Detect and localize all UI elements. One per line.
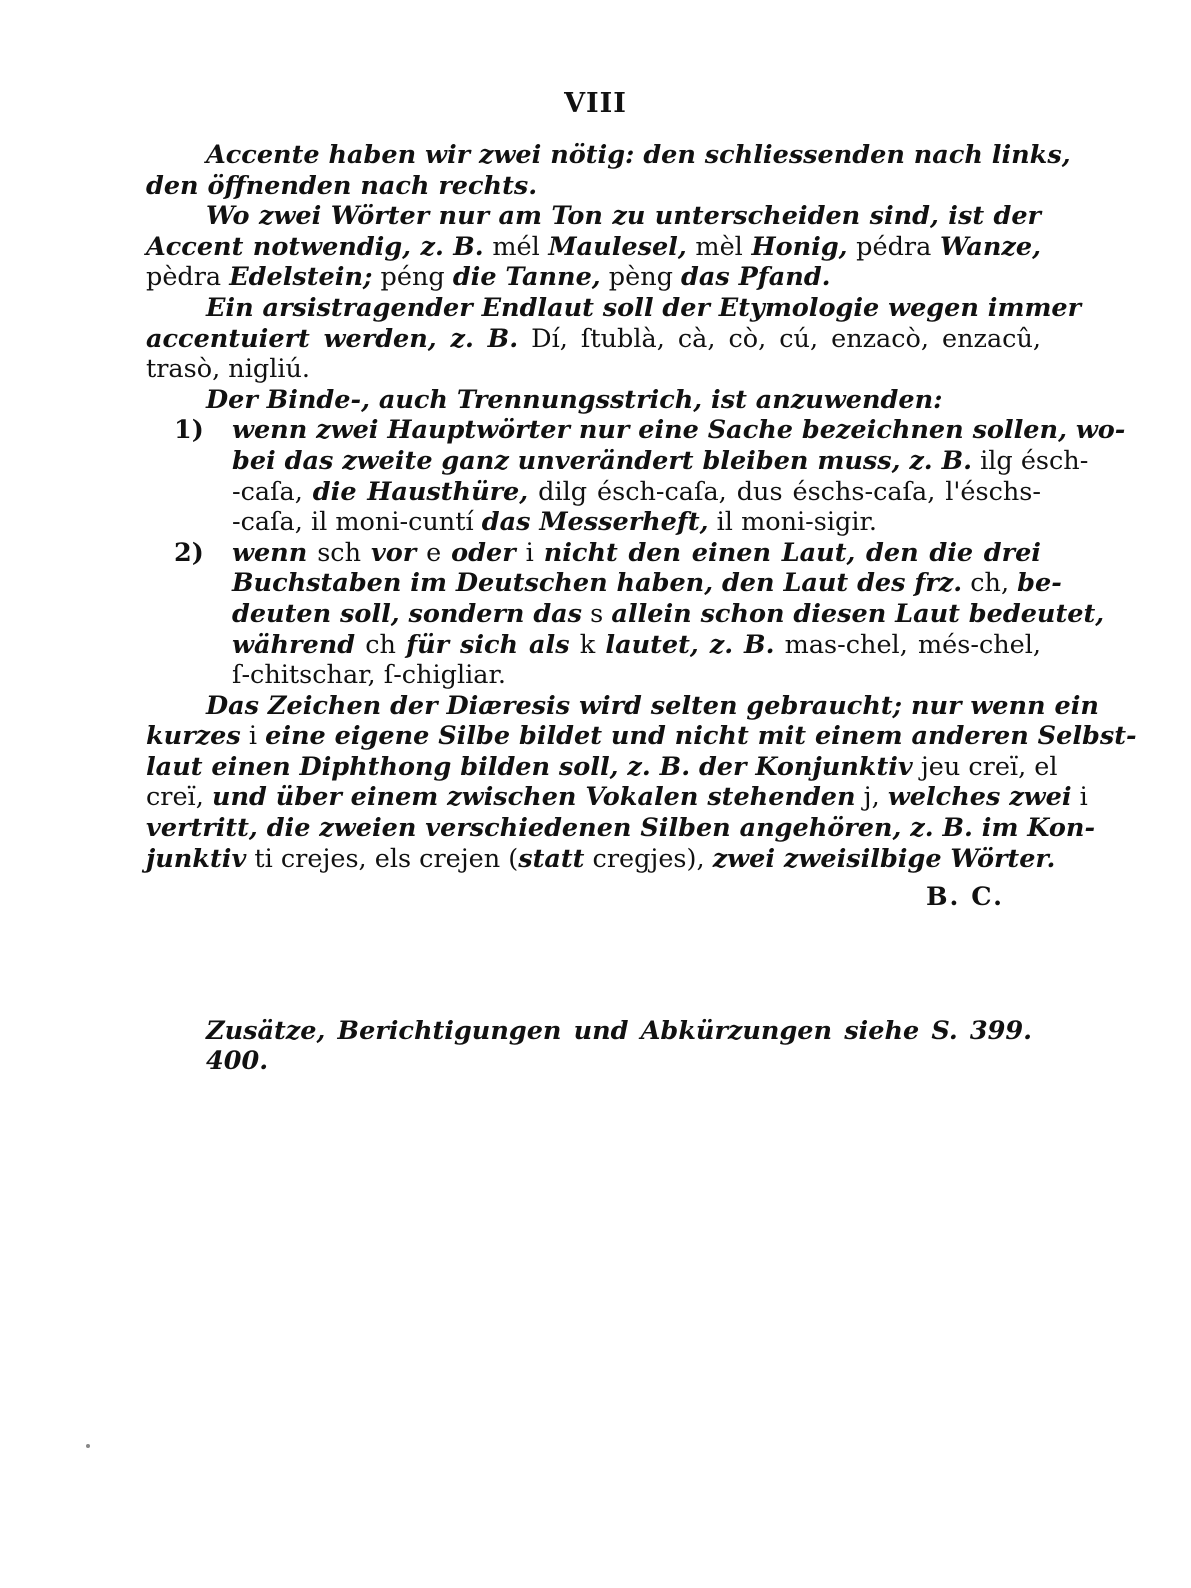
text-span: laut einen Diphthong bilden soll, z. B. der Konjunktiv xyxy=(146,751,913,782)
text-span: bei das zweite ganz unverändert bleiben muss, z. B. xyxy=(232,445,972,476)
text-span: mél xyxy=(483,231,549,262)
text-span: pèng xyxy=(600,262,682,293)
text-span: Dí, ſtublà, cà, cò, cú, enzacò, enzacû, xyxy=(518,323,1041,354)
list-marker: 2) xyxy=(174,537,204,568)
text-span: die Tanne, xyxy=(452,262,601,293)
paragraph-3-line-3: trasò, nigliú. xyxy=(146,354,311,385)
paragraph-4-line-1: Der Binde-, auch Trennungsstrich, ist anzuwenden: xyxy=(206,384,943,415)
paragraph-3-line-2 xyxy=(146,324,1041,355)
text-span: vor xyxy=(370,537,417,568)
text-span: eine eigene Silbe bildet und nicht mit einem anderen Selbst- xyxy=(265,721,1137,752)
paragraph-5-line-2 xyxy=(146,721,1137,752)
paragraph-5-line-5: vertritt, die zweien verschiedenen Silben angehören, z. B. im Kon- xyxy=(146,813,1096,844)
text-span: die Hausthüre, xyxy=(312,476,529,507)
text-span: -caſa, xyxy=(232,476,313,507)
list-item-2-line-1 xyxy=(146,538,1041,569)
text-span: ilg ésch- xyxy=(972,445,1089,476)
list-item-1-line-4 xyxy=(146,507,1041,538)
text-span: allein schon diesen Laut bedeutet, xyxy=(611,598,1105,629)
text-span: ch xyxy=(355,629,407,660)
list-marker: 1) xyxy=(174,415,204,446)
list-item-2-line-5: ſ-chitschar, ſ-chigliar. xyxy=(232,660,507,691)
text-span: creï, xyxy=(146,782,212,813)
text-span: Edelstein; xyxy=(229,262,373,293)
text-span: für sich als xyxy=(406,629,570,660)
list-item-1-line-2 xyxy=(146,445,1089,477)
text-span: Maulesel, xyxy=(548,231,687,262)
text-span: e xyxy=(416,537,452,568)
text-span: be- xyxy=(1017,568,1062,599)
list-item-2-line-3 xyxy=(146,598,1105,630)
paragraph-5-line-3 xyxy=(146,751,1058,783)
text-span: kurzes xyxy=(146,721,241,752)
text-span: accentuiert werden, z. B. xyxy=(146,323,519,354)
text-span: wenn xyxy=(232,537,308,568)
paragraph-2-line-3 xyxy=(146,262,1041,293)
body-text xyxy=(146,140,1137,874)
paragraph-3-line-1: Ein arsistragender Endlaut soll der Etymologie wegen immer xyxy=(206,292,1082,323)
text-span: Buchstaben im Deutschen haben, den Laut des frz. xyxy=(232,568,963,599)
text-span: ch, xyxy=(962,568,1018,599)
text-span: welches zwei xyxy=(887,782,1072,813)
text-span: cregjes), xyxy=(584,843,713,874)
text-span: Honig, xyxy=(751,231,848,262)
text-span: j, xyxy=(855,782,888,813)
text-span: oder xyxy=(451,537,516,568)
list-item-1-line-1 xyxy=(146,415,1126,446)
paragraph-1-line-1: Accente haben wir zwei nötig: den schliessenden nach links, xyxy=(206,140,1071,170)
paragraph-5-line-1: Das Zeichen der Diæresis wird selten gebraucht; nur wenn ein xyxy=(206,690,1099,721)
text-span: pèdra xyxy=(146,262,230,293)
paragraph-2-line-2 xyxy=(146,232,1041,263)
text-span: zwei zweisilbige Wörter. xyxy=(712,843,1056,874)
text-span: das Messerheft, xyxy=(481,507,709,538)
text-span: i xyxy=(240,721,266,752)
page-number: VIII xyxy=(564,88,627,119)
text-span: il moni-sigir. xyxy=(708,507,878,538)
text-span: statt xyxy=(518,843,585,874)
text-span: lautet, z. B. xyxy=(605,629,775,660)
text-span: wenn zwei Hauptwörter nur eine Sache bezeichnen sollen, wo- xyxy=(232,415,1126,446)
text-span: ti crejes, els crejen ( xyxy=(246,843,519,874)
paragraph-2-line-1: Wo zwei Wörter nur am Ton zu unterscheiden sind, ist der xyxy=(206,201,1041,232)
text-span: jeu creï, el xyxy=(912,751,1058,782)
text-span: Wanze, xyxy=(939,231,1042,262)
addenda-note: Zusätze, Berichtigungen und Abkürzungen siehe S. 399. 400. xyxy=(206,1016,1032,1076)
text-span: junktiv xyxy=(146,843,247,874)
list-item-2-line-4 xyxy=(146,630,1041,661)
paragraph-1-line-2: den öffnenden nach rechts. xyxy=(146,170,538,201)
text-span: sch xyxy=(307,537,371,568)
text-span: und über einem zwischen Vokalen stehenden xyxy=(211,782,856,813)
text-span: nicht den einen Laut, den die drei xyxy=(543,537,1041,568)
text-span: mèl xyxy=(686,231,752,262)
text-span: i xyxy=(1071,782,1088,813)
scan-speck xyxy=(86,1444,90,1448)
text-span: s xyxy=(582,598,612,629)
text-span: péng xyxy=(372,262,453,293)
text-span: Accent notwendig, z. B. xyxy=(146,231,484,262)
paragraph-5-line-4 xyxy=(146,782,1088,813)
text-span: dilg ésch-caſa, dus éschs-caſa, l'éschs- xyxy=(528,476,1041,507)
text-span: k xyxy=(569,629,606,660)
list-item-2-line-2 xyxy=(146,568,1062,599)
text-span: während xyxy=(232,629,356,660)
author-signature: B. C. xyxy=(926,882,1005,912)
paragraph-5-line-6 xyxy=(146,843,1056,875)
text-span: pédra xyxy=(847,231,940,262)
text-span: -caſa, il moni-cuntí xyxy=(232,507,482,538)
text-span: i xyxy=(515,537,544,568)
text-span: deuten soll, sondern das xyxy=(232,598,583,629)
list-item-1-line-3 xyxy=(146,477,1041,508)
text-span: das Pfand. xyxy=(681,262,831,293)
text-span: mas-chel, més-chel, xyxy=(774,629,1042,660)
